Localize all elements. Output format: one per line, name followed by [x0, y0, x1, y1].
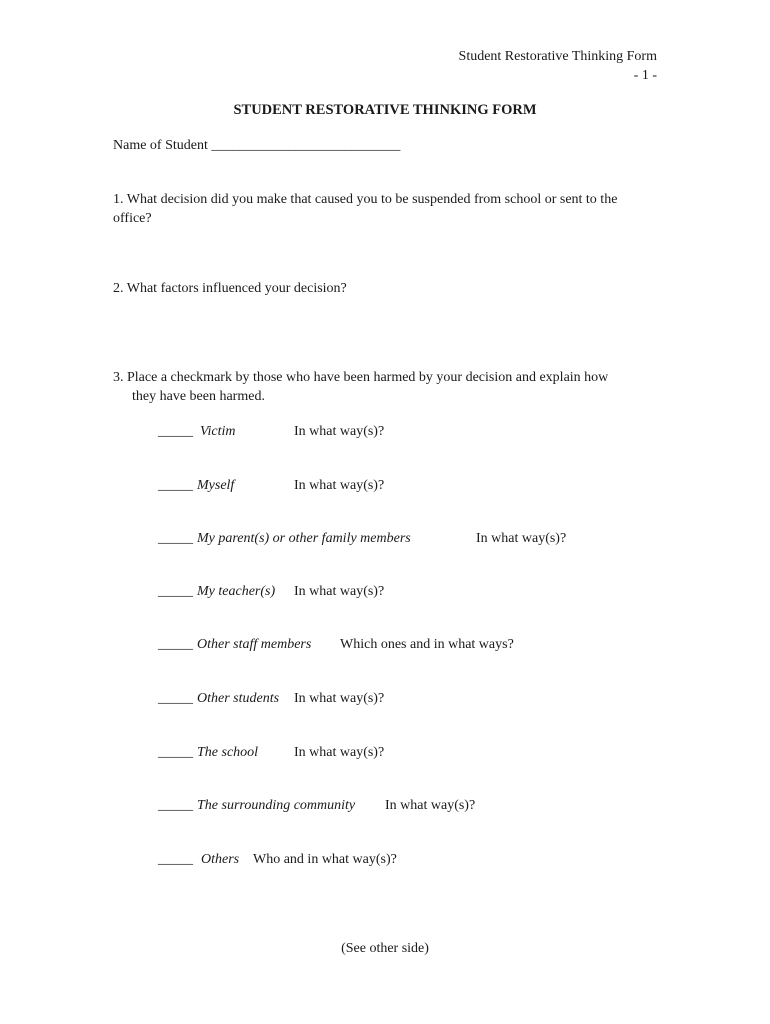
student-name-field[interactable]: Name of Student ___________________________	[113, 138, 401, 153]
harm-prompt: Who and in what way(s)?	[253, 852, 397, 867]
checkmark-blank[interactable]: _____	[158, 424, 193, 439]
harm-prompt: Which ones and in what ways?	[340, 637, 514, 652]
see-other-side-note: (See other side)	[341, 941, 429, 956]
question-2: 2. What factors influenced your decision?	[113, 281, 347, 296]
harm-prompt: In what way(s)?	[294, 584, 385, 599]
harm-prompt: In what way(s)?	[294, 745, 385, 760]
checkmark-blank[interactable]: _____	[158, 584, 193, 599]
checkmark-blank[interactable]: _____	[158, 798, 193, 813]
harmed-party-label: Myself	[197, 478, 235, 493]
harm-prompt: In what way(s)?	[294, 478, 385, 493]
harmed-party-label: Others	[201, 852, 240, 867]
question-3-line-1: 3. Place a checkmark by those who have been harmed by your decision and explain how	[113, 370, 609, 385]
harm-prompt: In what way(s)?	[476, 531, 567, 546]
harmed-party-label: The surrounding community	[197, 798, 356, 813]
harmed-party-label: My parent(s) or other family members	[197, 531, 411, 546]
harmed-party-label: Victim	[200, 424, 236, 439]
checkmark-blank[interactable]: _____	[158, 531, 193, 546]
harm-prompt: In what way(s)?	[294, 691, 385, 706]
checkmark-blank[interactable]: _____	[158, 637, 193, 652]
harmed-party-label: The school	[197, 745, 259, 760]
form-title: STUDENT RESTORATIVE THINKING FORM	[233, 102, 537, 118]
checkmark-blank[interactable]: _____	[158, 745, 193, 760]
harmed-party-label: Other staff members	[197, 637, 312, 652]
question-1: 1. What decision did you make that caused you to be suspended from school or sent to the office?	[113, 192, 618, 226]
harm-prompt: In what way(s)?	[385, 798, 476, 813]
checkmark-blank[interactable]: _____	[158, 852, 193, 867]
harmed-party-label: My teacher(s)	[197, 584, 276, 599]
checkmark-blank[interactable]: _____	[158, 478, 193, 493]
page-number: - 1 -	[633, 68, 657, 83]
running-title: Student Restorative Thinking Form	[458, 49, 657, 64]
checkmark-blank[interactable]: _____	[158, 691, 193, 706]
harmed-party-label: Other students	[197, 691, 280, 706]
question-3-line-2: they have been harmed.	[132, 389, 265, 404]
harm-prompt: In what way(s)?	[294, 424, 385, 439]
